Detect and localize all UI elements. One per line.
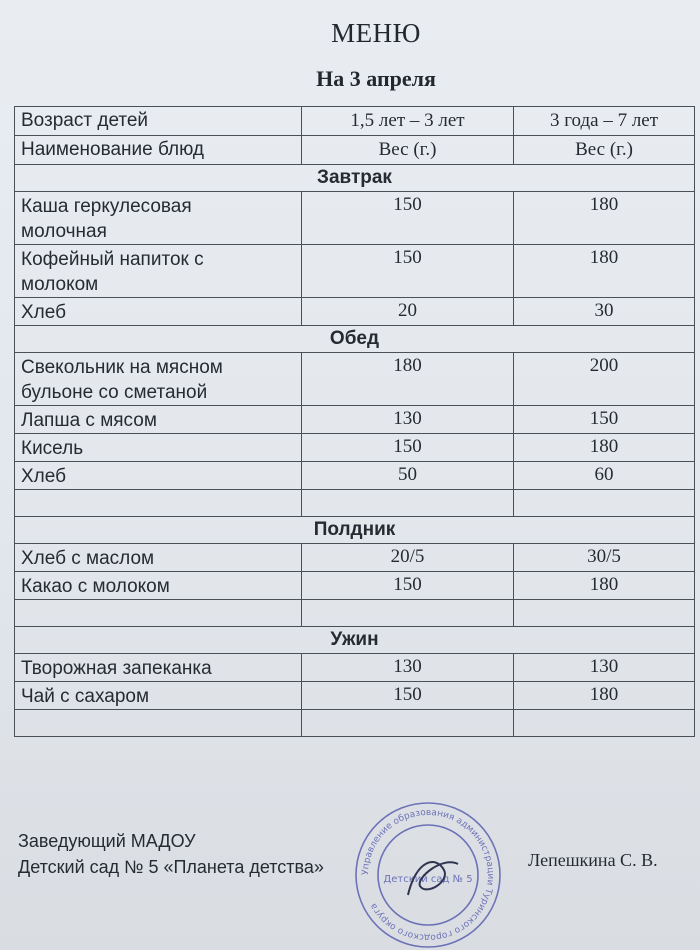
position-line-2: Детский сад № 5 «Планета детства»	[18, 857, 324, 877]
header-age-group-1: 1,5 лет – 3 лет	[302, 107, 514, 136]
section-title: Полдник	[15, 517, 695, 544]
header-row-units	[15, 136, 695, 165]
header-weight-2: Вес (г.)	[514, 136, 695, 165]
header-dish-label: Наименование блюд	[15, 136, 302, 165]
dish-name-line: Хлеб	[21, 302, 66, 323]
dish-name-line: Кисель	[21, 438, 84, 459]
dish-row	[15, 434, 695, 462]
weight-age-1-5-3: 20/5	[302, 544, 514, 572]
dish-name-line: Хлеб с маслом	[21, 548, 155, 569]
dish-name-line: Каша геркулесовая	[21, 196, 192, 217]
dish-name	[15, 544, 302, 572]
weight-age-1-5-3: 150	[302, 434, 514, 462]
page-subtitle-date: На 3 апреля	[316, 66, 436, 91]
blank-cell	[302, 710, 514, 737]
menu-table	[14, 106, 695, 737]
dish-name	[15, 298, 302, 326]
header-weight-1: Вес (г.)	[302, 136, 514, 165]
dish-row	[15, 544, 695, 572]
section-header-row	[15, 326, 695, 353]
weight-age-1-5-3: 50	[302, 462, 514, 490]
stamp-inner-text: Детский сад № 5	[383, 874, 473, 885]
dish-name	[15, 682, 302, 710]
dish-name-line: Лапша с мясом	[21, 410, 157, 431]
weight-age-3-7: 180	[514, 245, 695, 298]
blank-cell	[15, 600, 302, 627]
stamp-ring-text: Управление образования администрации Туринского городского округа	[360, 807, 496, 943]
weight-age-1-5-3: 20	[302, 298, 514, 326]
blank-row	[15, 710, 695, 737]
weight-age-1-5-3: 180	[302, 353, 514, 406]
header-row-age	[15, 107, 695, 136]
dish-name-line: Какао с молоком	[21, 576, 170, 597]
blank-cell	[514, 710, 695, 737]
dish-name	[15, 353, 302, 406]
dish-name	[15, 192, 302, 245]
section-header-row	[15, 165, 695, 192]
dish-name	[15, 434, 302, 462]
weight-age-1-5-3: 130	[302, 406, 514, 434]
dish-name-line: молочная	[21, 221, 107, 242]
weight-age-3-7: 130	[514, 654, 695, 682]
blank-cell	[15, 490, 302, 517]
dish-row	[15, 654, 695, 682]
dish-row	[15, 245, 695, 298]
blank-cell	[514, 490, 695, 517]
weight-age-1-5-3: 150	[302, 572, 514, 600]
section-title: Завтрак	[15, 165, 695, 192]
signer-name: Лепешкина С. В.	[528, 850, 658, 870]
blank-row	[15, 490, 695, 517]
weight-age-3-7: 150	[514, 406, 695, 434]
header-age-label: Возраст детей	[15, 107, 302, 136]
weight-age-3-7: 180	[514, 572, 695, 600]
weight-age-3-7: 180	[514, 434, 695, 462]
dish-row	[15, 298, 695, 326]
weight-age-3-7: 30/5	[514, 544, 695, 572]
weight-age-1-5-3: 150	[302, 682, 514, 710]
dish-name	[15, 654, 302, 682]
position-line-1: Заведующий МАДОУ	[18, 831, 196, 851]
section-title: Ужин	[15, 627, 695, 654]
blank-row	[15, 600, 695, 627]
dish-name-line: Хлеб	[21, 466, 66, 487]
signature-block	[18, 828, 324, 880]
blank-cell	[15, 710, 302, 737]
official-stamp	[346, 800, 510, 950]
dish-name	[15, 462, 302, 490]
blank-cell	[302, 490, 514, 517]
dish-name-line: Чай с сахаром	[21, 686, 150, 707]
dish-row	[15, 192, 695, 245]
dish-row	[15, 353, 695, 406]
section-header-row	[15, 627, 695, 654]
blank-cell	[514, 600, 695, 627]
header-age-group-2: 3 года – 7 лет	[514, 107, 695, 136]
section-title: Обед	[15, 326, 695, 353]
dish-name-line: бульоне со сметаной	[21, 382, 208, 403]
dish-name-line: Творожная запеканка	[21, 658, 212, 679]
weight-age-3-7: 180	[514, 682, 695, 710]
dish-row	[15, 462, 695, 490]
dish-name	[15, 245, 302, 298]
page-title: МЕНЮ	[331, 18, 421, 48]
dish-row	[15, 572, 695, 600]
weight-age-1-5-3: 130	[302, 654, 514, 682]
dish-name	[15, 406, 302, 434]
weight-age-3-7: 200	[514, 353, 695, 406]
dish-name-line: молоком	[21, 274, 99, 295]
weight-age-3-7: 60	[514, 462, 695, 490]
dish-name	[15, 572, 302, 600]
section-header-row	[15, 517, 695, 544]
weight-age-1-5-3: 150	[302, 245, 514, 298]
dish-name-line: Кофейный напиток с	[21, 249, 204, 270]
weight-age-3-7: 180	[514, 192, 695, 245]
dish-row	[15, 406, 695, 434]
dish-name-line: Свекольник на мясном	[21, 357, 223, 378]
blank-cell	[302, 600, 514, 627]
weight-age-1-5-3: 150	[302, 192, 514, 245]
weight-age-3-7: 30	[514, 298, 695, 326]
dish-row	[15, 682, 695, 710]
